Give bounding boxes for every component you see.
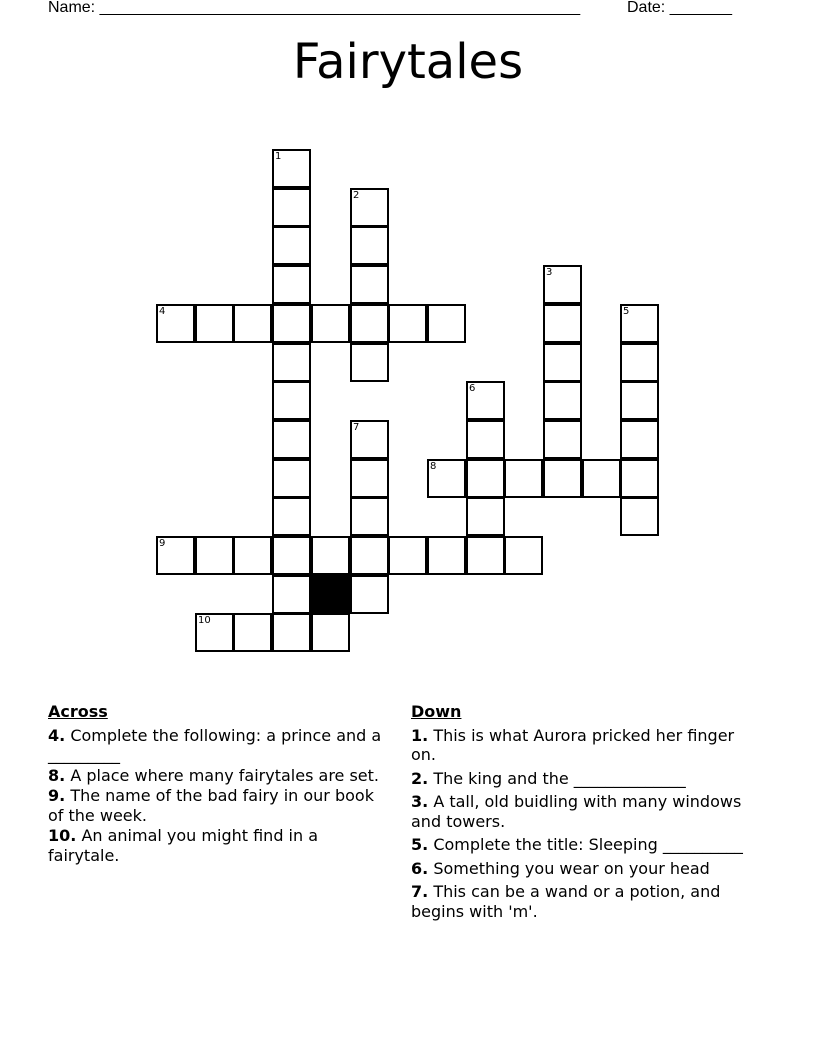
down-clue-list (411, 726, 751, 922)
clue-item (411, 726, 751, 765)
crossword-cell[interactable] (427, 304, 466, 343)
crossword-cell[interactable] (272, 149, 311, 188)
clue-item-number: 5. (411, 835, 429, 854)
crossword-cell[interactable] (350, 459, 389, 498)
crossword-cell[interactable] (233, 536, 272, 575)
crossword-cell[interactable] (620, 304, 659, 343)
crossword-cell[interactable] (195, 536, 234, 575)
crossword-cell[interactable] (466, 536, 505, 575)
crossword-cell[interactable] (543, 265, 582, 304)
crossword-cell[interactable] (543, 420, 582, 459)
crossword-cell[interactable] (272, 265, 311, 304)
clue-item-number: 10. (48, 826, 77, 845)
clue-item (411, 835, 751, 855)
clue-item-number: 6. (411, 858, 429, 878)
crossword-cell[interactable] (350, 575, 389, 614)
crossword-cell[interactable] (350, 497, 389, 536)
crossword-cell[interactable] (195, 304, 234, 343)
crossword-cell[interactable] (311, 613, 350, 652)
crossword-cell[interactable] (620, 497, 659, 536)
crossword-cell[interactable] (504, 459, 543, 498)
crossword-cell[interactable] (350, 536, 389, 575)
clue-item (48, 726, 388, 765)
crossword-cell[interactable] (272, 226, 311, 265)
crossword-cell[interactable] (427, 536, 466, 575)
crossword-cell[interactable] (350, 226, 389, 265)
crossword-cell[interactable] (272, 343, 311, 382)
clue-item (48, 826, 388, 865)
clue-number: 8 (430, 461, 437, 472)
crossword-cell[interactable] (620, 420, 659, 459)
across-clue-list (48, 726, 388, 866)
crossword-cell[interactable] (543, 304, 582, 343)
clue-item-number: 1. (411, 725, 429, 745)
crossword-cell[interactable] (466, 497, 505, 536)
clue-number: 7 (353, 422, 360, 433)
down-clues (411, 702, 751, 925)
crossword-cell[interactable] (582, 459, 621, 498)
clue-item-number: 8. (48, 765, 66, 785)
crossword-cell[interactable] (350, 188, 389, 227)
across-heading: Across (48, 702, 108, 721)
crossword-cell[interactable] (466, 420, 505, 459)
clue-item (411, 792, 751, 831)
clue-item (411, 859, 751, 879)
clue-item-text: This can be a wand or a potion, and begins with 'm'. (411, 882, 721, 921)
crossword-cell[interactable] (350, 420, 389, 459)
name-field-label: Name: ______________________________________________________ (48, 0, 581, 16)
clue-item-text: Something you wear on your head (433, 858, 710, 878)
clue-item-text: Complete the following: a prince and a _________ (48, 725, 382, 764)
clue-number: 2 (353, 190, 360, 201)
clue-item-number: 2. (411, 768, 429, 788)
clue-item-number: 9. (48, 786, 66, 805)
crossword-cell[interactable] (272, 304, 311, 343)
crossword-cell[interactable] (272, 536, 311, 575)
crossword-cell[interactable] (156, 536, 195, 575)
clue-item-number: 7. (411, 882, 429, 901)
clue-item-number: 3. (411, 792, 429, 811)
clue-number: 4 (159, 306, 166, 317)
clue-number: 5 (623, 306, 630, 317)
crossword-cell[interactable] (504, 536, 543, 575)
crossword-black-cell (311, 575, 350, 614)
crossword-cell[interactable] (620, 459, 659, 498)
crossword-cell[interactable] (543, 459, 582, 498)
clue-number: 10 (198, 615, 211, 626)
clue-item-text: Complete the title: Sleeping __________ (433, 835, 743, 854)
clue-item-text: A place where many fairytales are set. (70, 765, 380, 785)
clue-item (48, 766, 388, 786)
clue-item (411, 769, 751, 789)
crossword-cell[interactable] (272, 420, 311, 459)
crossword-cell[interactable] (466, 459, 505, 498)
crossword-cell[interactable] (233, 613, 272, 652)
crossword-cell[interactable] (311, 304, 350, 343)
crossword-cell[interactable] (272, 459, 311, 498)
crossword-cell[interactable] (543, 343, 582, 382)
crossword-cell[interactable] (620, 343, 659, 382)
crossword-cell[interactable] (350, 304, 389, 343)
crossword-cell[interactable] (272, 188, 311, 227)
down-heading: Down (411, 702, 462, 721)
clue-number: 3 (546, 267, 553, 278)
clue-item-text: The king and the ______________ (433, 768, 686, 788)
clue-item-number: 4. (48, 725, 66, 745)
clue-number: 9 (159, 538, 166, 549)
clue-item-text: A tall, old buidling with many windows and towers. (411, 792, 742, 831)
clue-number: 1 (275, 151, 282, 162)
crossword-cell[interactable] (466, 381, 505, 420)
page-title: Fairytales (292, 34, 524, 90)
clue-item (411, 882, 751, 921)
crossword-cell[interactable] (272, 381, 311, 420)
crossword-cell[interactable] (156, 304, 195, 343)
crossword-cell[interactable] (350, 343, 389, 382)
crossword-cell[interactable] (195, 613, 234, 652)
crossword-cell[interactable] (427, 459, 466, 498)
across-clues (48, 702, 388, 866)
crossword-cell[interactable] (388, 304, 427, 343)
clue-item-text: An animal you might find in a fairytale. (48, 826, 319, 865)
clue-item (48, 786, 388, 825)
clue-item-text: This is what Aurora pricked her finger on. (411, 725, 735, 764)
date-field-label: Date: _______ (627, 0, 732, 16)
crossword-cell[interactable] (311, 536, 350, 575)
crossword-cell[interactable] (233, 304, 272, 343)
crossword-cell[interactable] (543, 381, 582, 420)
clue-number: 6 (469, 383, 476, 394)
crossword-cell[interactable] (272, 613, 311, 652)
clue-item-text: The name of the bad fairy in our book of the week. (48, 786, 374, 825)
crossword-cell[interactable] (272, 575, 311, 614)
crossword-cell[interactable] (388, 536, 427, 575)
crossword-cell[interactable] (350, 265, 389, 304)
crossword-cell[interactable] (620, 381, 659, 420)
crossword-cell[interactable] (272, 497, 311, 536)
